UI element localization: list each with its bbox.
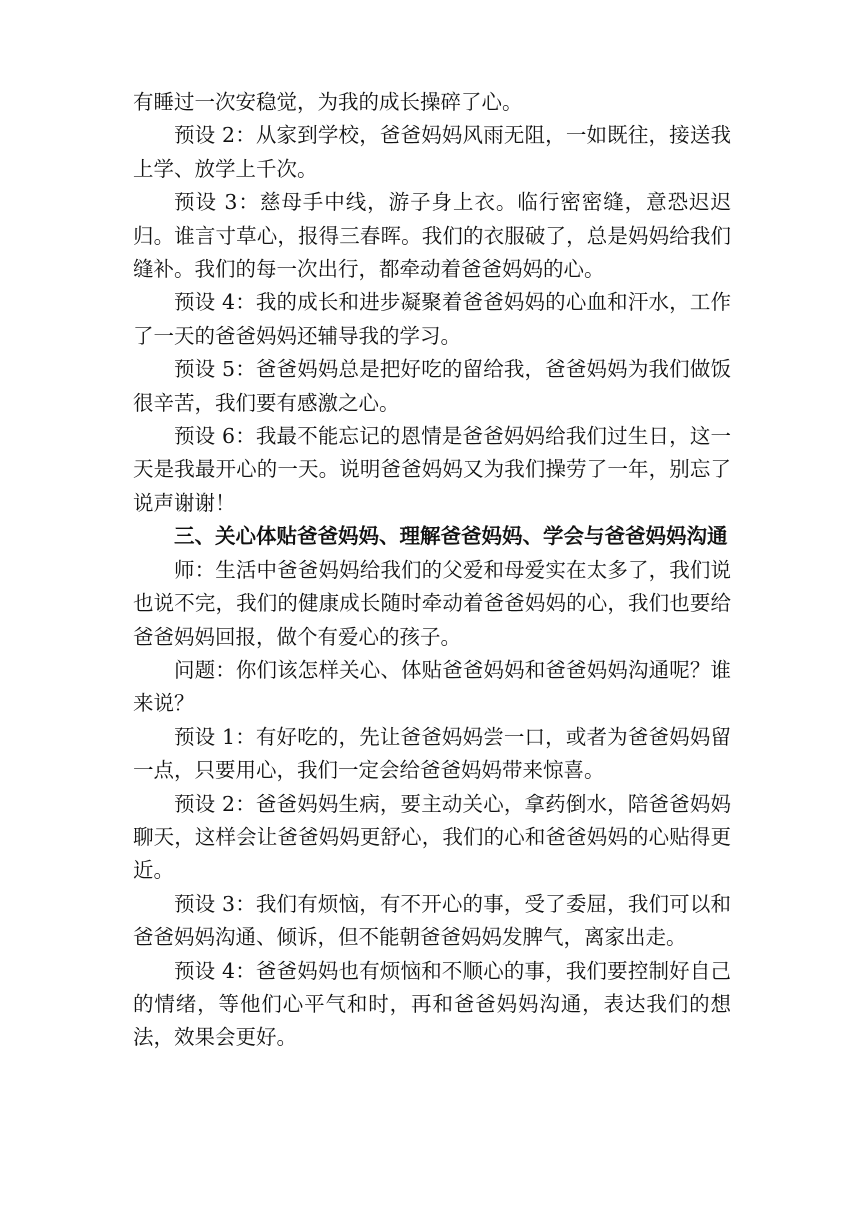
document-body <box>133 86 731 1055</box>
paragraph-preset-3-care: 预设 3：我们有烦恼，有不开心的事，受了委屈，我们可以和爸爸妈妈沟通、倾诉，但不能朝爸爸妈妈发脾气，离家出走。 <box>133 891 731 950</box>
paragraph-preset-4-family: 预设 4：我的成长和进步凝聚着爸爸妈妈的心血和汗水，工作了一天的爸爸妈妈还辅导我的学习。 <box>133 290 731 348</box>
paragraph-preset-5-family: 预设 5：爸爸妈妈总是把好吃的留给我，爸爸妈妈为我们做饭很辛苦，我们要有感激之心。 <box>133 357 731 415</box>
paragraph-question: 问题：你们该怎样关心、体贴爸爸妈妈和爸爸妈妈沟通呢？谁来说？ <box>133 657 731 716</box>
paragraph-preset-1-care: 预设 1：有好吃的，先让爸爸妈妈尝一口，或者为爸爸妈妈留一点，只要用心，我们一定会给爸爸妈妈带来惊喜。 <box>133 724 731 783</box>
paragraph-preset-2-care: 预设 2：爸爸妈妈生病，要主动关心，拿药倒水，陪爸爸妈妈聊天，这样会让爸爸妈妈更舒心，我们的心和爸爸妈妈的心贴得更近。 <box>133 791 731 883</box>
paragraph-preset-2-family: 预设 2：从家到学校，爸爸妈妈风雨无阻，一如既往，接送我上学、放学上千次。 <box>133 123 731 181</box>
section-heading-3: 三、关心体贴爸爸妈妈、理解爸爸妈妈、学会与爸爸妈妈沟通 <box>174 524 728 549</box>
paragraph-preset-4-care: 预设 4：爸爸妈妈也有烦恼和不顺心的事，我们要控制好自己的情绪，等他们心平气和时，再和爸爸妈妈沟通，表达我们的想法，效果会更好。 <box>133 958 731 1050</box>
paragraph-preset-3-family: 预设 3：慈母手中线，游子身上衣。临行密密缝，意恐迟迟归。谁言寸草心，报得三春晖。我们的衣服破了，总是妈妈给我们缝补。我们的每一次出行，都牵动着爸爸妈妈的心。 <box>133 190 731 282</box>
paragraph-preset-6-family: 预设 6：我最不能忘记的恩情是爸爸妈妈给我们过生日，这一天是我最开心的一天。说明爸爸妈妈又为我们操劳了一年，别忘了说声谢谢！ <box>133 424 731 515</box>
paragraph-teacher: 师：生活中爸爸妈妈给我们的父爱和母爱实在太多了，我们说也说不完，我们的健康成长随时牵动着爸爸妈妈的心，我们也要给爸爸妈妈回报，做个有爱心的孩子。 <box>133 557 731 649</box>
paragraph-continuation: 有睡过一次安稳觉，为我的成长操碎了心。 <box>133 90 523 114</box>
